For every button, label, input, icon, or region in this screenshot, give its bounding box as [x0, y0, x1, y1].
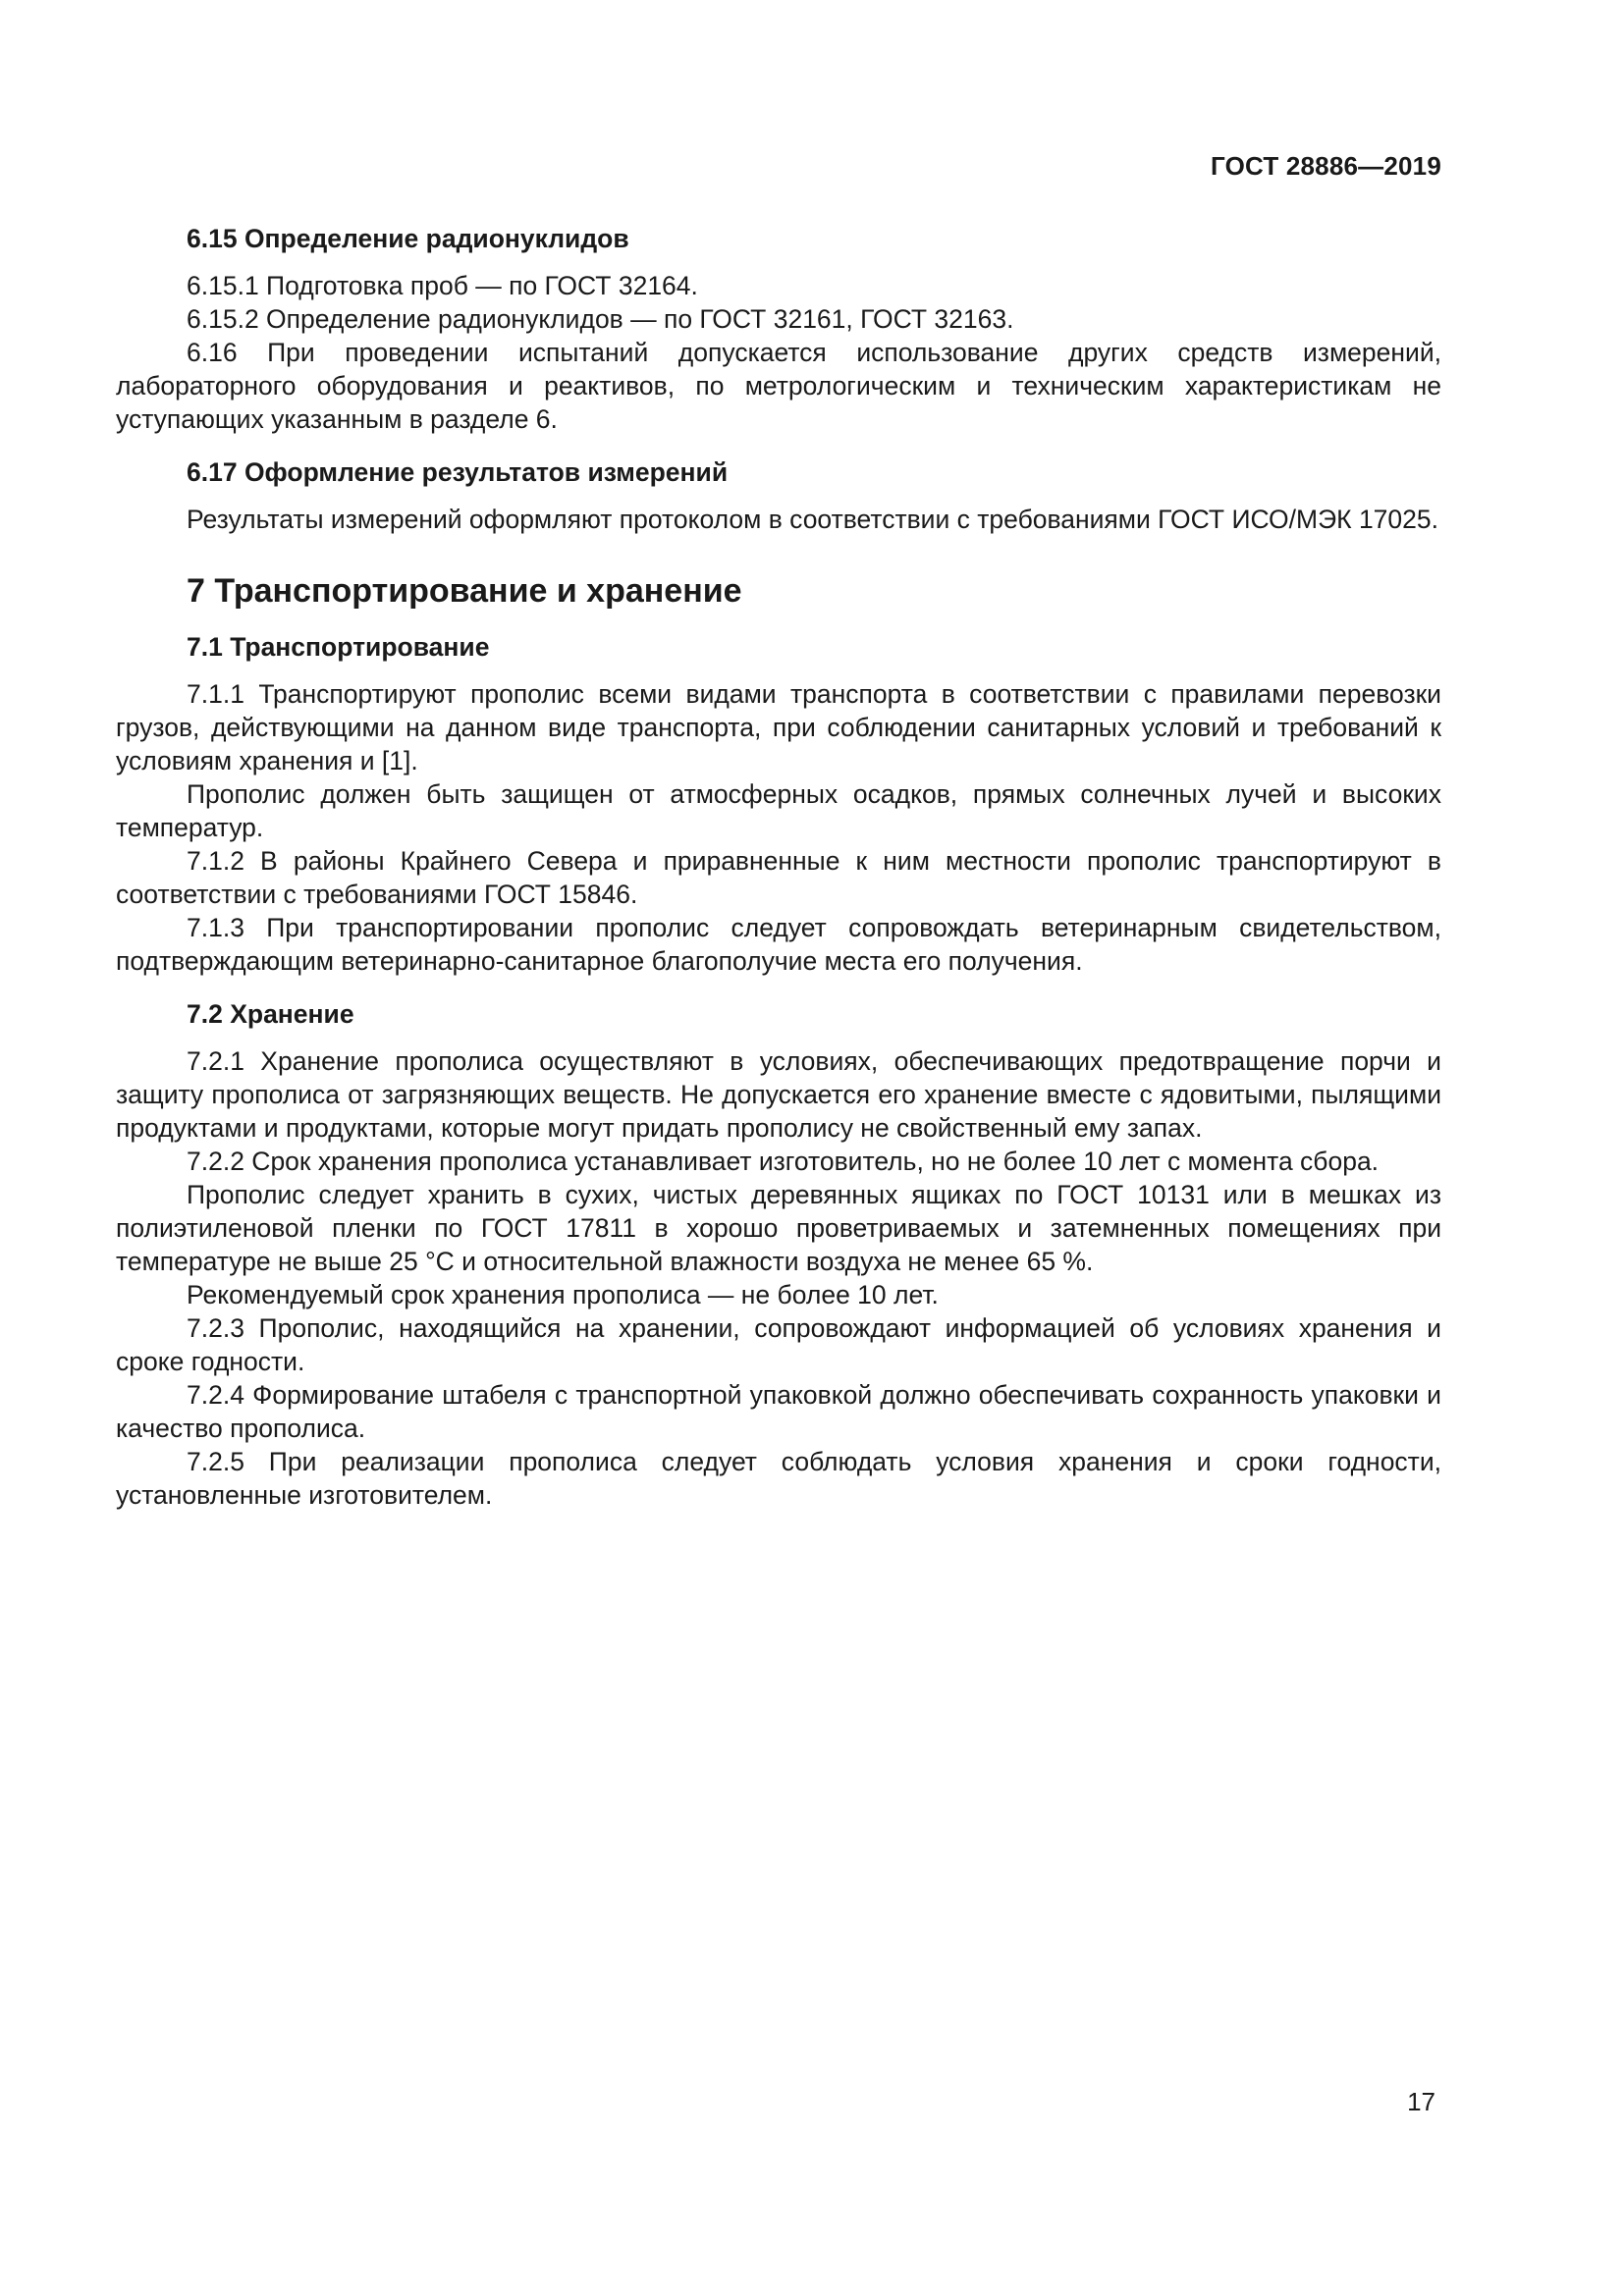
page-number: 17	[1407, 2087, 1435, 2116]
paragraph-7-1-1: 7.1.1 Транспортируют прополис всеми видами транспорта в соответствии с правилами перевозки грузов, действующими на данном виде транспорта, при соблюдении санитарных условий и требований к условиям хранения и [1].	[116, 679, 1441, 775]
paragraph-6-15-1: 6.15.1 Подготовка проб — по ГОСТ 32164.	[187, 271, 698, 300]
paragraph-7-2-2: 7.2.2 Срок хранения прополиса устанавливает изготовитель, но не более 10 лет с момента сбора.	[187, 1147, 1380, 1176]
section-7-1-title: 7.1 Транспортирование	[187, 632, 490, 662]
paragraph-7-1-1-b: Прополис должен быть защищен от атмосферных осадков, прямых солнечных лучей и высоких температур.	[116, 779, 1441, 842]
document-body	[116, 222, 1441, 1512]
paragraph-7-2-2-b: Прополис следует хранить в сухих, чистых деревянных ящиках по ГОСТ 10131 или в мешках из полиэтиленовой пленки по ГОСТ 17811 в хорошо проветриваемых и затемненных помещениях при температуре не выше 25 °С и относительной влажности воздуха не менее 65 %.	[116, 1180, 1441, 1276]
paragraph-6-17: Результаты измерений оформляют протоколом в соответствии с требованиями ГОСТ ИСО/МЭК 17025.	[187, 505, 1439, 534]
paragraph-7-1-3: 7.1.3 При транспортировании прополис следует сопровождать ветеринарным свидетельством, подтверждающим ветеринарно-санитарное благополучие места его получения.	[116, 913, 1441, 976]
paragraph-7-2-2-c: Рекомендуемый срок хранения прополиса — не более 10 лет.	[187, 1280, 939, 1309]
section-6-17-title: 6.17 Оформление результатов измерений	[187, 457, 729, 487]
section-6-15-title: 6.15 Определение радионуклидов	[187, 224, 629, 253]
paragraph-6-16: 6.16 При проведении испытаний допускается использование других средств измерений, лабораторного оборудования и реактивов, по метрологическим и техническим характеристикам не уступающих указанным в разделе 6.	[116, 338, 1441, 434]
section-7-2-title: 7.2 Хранение	[187, 999, 354, 1029]
paragraph-7-2-5: 7.2.5 При реализации прополиса следует соблюдать условия хранения и сроки годности, установленные изготовителем.	[116, 1447, 1441, 1510]
paragraph-7-2-4: 7.2.4 Формирование штабеля с транспортной упаковкой должно обеспечивать сохранность упаковки и качество прополиса.	[116, 1380, 1441, 1443]
document-code: ГОСТ 28886—2019	[1211, 151, 1441, 181]
paragraph-7-2-1: 7.2.1 Хранение прополиса осуществляют в условиях, обеспечивающих предотвращение порчи и защиту прополиса от загрязняющих веществ. Не допускается его хранение вместе с ядовитыми, пылящими продуктами и продуктами, которые могут придать прополису не свойственный ему запах.	[116, 1046, 1441, 1143]
paragraph-7-1-2: 7.1.2 В районы Крайнего Севера и приравненные к ним местности прополис транспортируют в соответствии с требованиями ГОСТ 15846.	[116, 846, 1441, 909]
paragraph-7-2-3: 7.2.3 Прополис, находящийся на хранении, сопровождают информацией об условиях хранения и сроке годности.	[116, 1313, 1441, 1376]
section-7-title: 7 Транспортирование и хранение	[187, 572, 742, 610]
paragraph-6-15-2: 6.15.2 Определение радионуклидов — по ГОСТ 32161, ГОСТ 32163.	[187, 304, 1014, 334]
